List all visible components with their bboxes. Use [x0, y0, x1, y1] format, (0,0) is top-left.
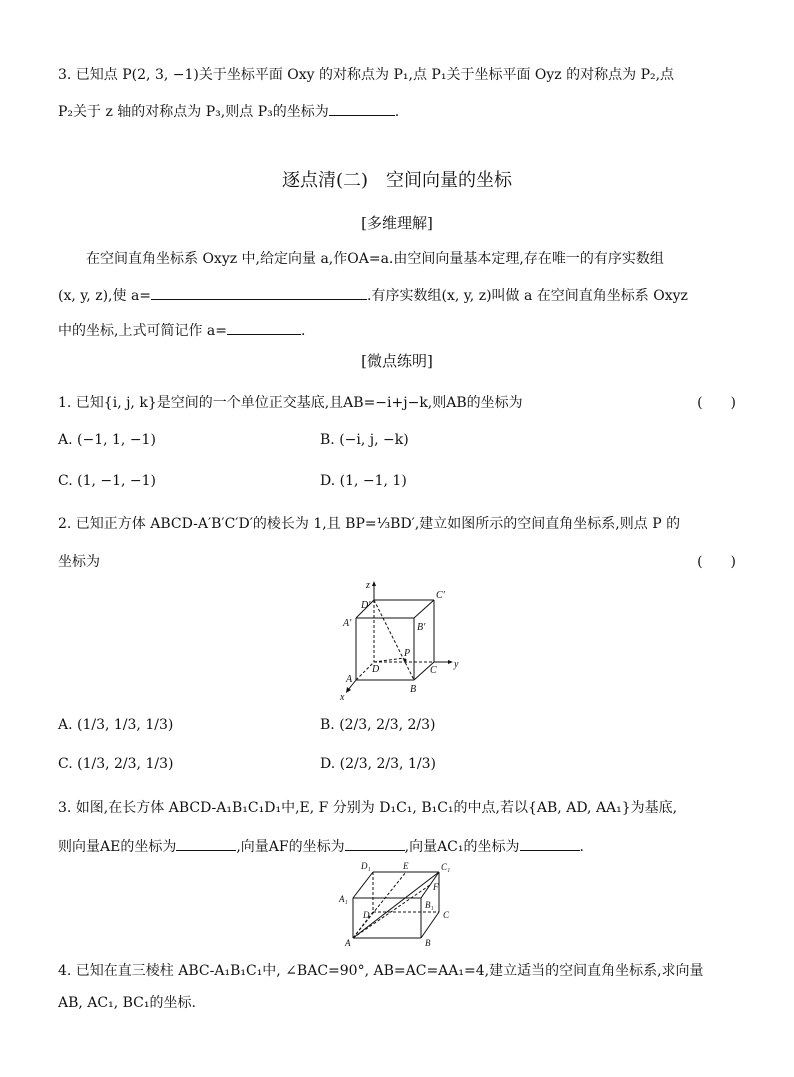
q3-top-line2 [58, 101, 399, 121]
theory-text: . [300, 323, 306, 339]
section-title: 逐点清(二) 空间向量的坐标 [281, 170, 513, 191]
label-a-prime: A′ [343, 618, 352, 629]
label-b-prime: B′ [417, 622, 426, 633]
q3-line1: 3. 如图,在长方体 ABCD-A₁B₁C₁D₁中,E, F 分别为 D₁C₁, B₁C₁的中点,若以{AB, AD, AA₁}为基底, [58, 800, 678, 816]
q1-answer-paren: ( ) [697, 395, 736, 411]
q4-line2: AB, AC₁, BC₁的坐标. [58, 995, 196, 1011]
q1-option-d: D. (1, −1, 1) [320, 473, 407, 489]
label-p: P [404, 648, 411, 659]
answer-blank [329, 101, 395, 116]
theory-text: .有序实数组(x, y, z)叫做 a 在空间直角坐标系 Oxyz [367, 288, 688, 304]
q3-top-line1: 3. 已知点 P(2, 3, −1)关于坐标平面 Oxy 的对称点为 P₁,点 P₁关于坐标平面 Oyz 的对称点为 P₂,点 [58, 67, 675, 83]
label-a1: A₁ [339, 894, 348, 904]
q3-text: . [579, 839, 584, 855]
theory-line1: 在空间直角坐标系 Oxyz 中,给定向量 a,作OA=a.由空间向量基本定理,存在唯一的有序实数组 [86, 251, 664, 267]
label-e: E [403, 861, 409, 871]
q1-option-c: C. (1, −1, −1) [58, 473, 157, 489]
label-b: B [410, 684, 417, 695]
subsection-practice: [微点练明] [361, 352, 433, 370]
theory-text: 中的坐标,上式可简记作 a= [58, 323, 227, 339]
theory-text: (x, y, z),使 a= [58, 288, 152, 304]
label-f: F [433, 882, 439, 892]
label-d: D [372, 664, 380, 675]
q2-option-b: B. (2/3, 2/3, 2/3) [320, 717, 436, 733]
q2-line2: 坐标为 [58, 554, 100, 570]
label-d1: D₁ [361, 861, 371, 871]
answer-blank [151, 285, 367, 300]
q3-text: 则向量AE的坐标为 [58, 839, 177, 855]
label-b: B [425, 938, 431, 948]
label-c: C [443, 910, 450, 920]
q3-top-period: . [394, 104, 400, 120]
q3-text: ,向量AF的坐标为 [236, 839, 345, 855]
label-y: y [454, 659, 459, 670]
label-a: A [345, 938, 351, 948]
label-b1: B₁ [425, 900, 434, 910]
label-c-prime: C′ [436, 590, 445, 601]
q3-top-text: P₂关于 z 轴的对称点为 P₃,则点 P₃的坐标为 [58, 104, 329, 120]
q2-option-c: C. (1/3, 2/3, 1/3) [58, 756, 174, 772]
q2-answer-paren: ( ) [697, 554, 736, 570]
q1-stem: 1. 已知{i, j, k}是空间的一个单位正交基底,且AB=−i+j−k,则AB的坐标为 [58, 395, 523, 411]
answer-blank [176, 836, 236, 851]
q3-line2 [58, 836, 584, 856]
label-d: D [363, 910, 370, 920]
q2-option-a: A. (1/3, 1/3, 1/3) [58, 717, 174, 733]
label-z: z [366, 580, 370, 591]
answer-blank [227, 320, 301, 335]
subsection-understanding: [多维理解] [361, 214, 433, 232]
theory-line3 [58, 320, 305, 340]
q2-line1: 2. 已知正方体 ABCD-A′B′C′D′的棱长为 1,且 BP=⅓BD′,建立如图所示的空间直角坐标系,则点 P 的 [58, 516, 681, 532]
answer-blank [345, 836, 405, 851]
label-c1: C₁ [441, 862, 451, 872]
label-d-prime: D′ [361, 600, 371, 611]
answer-blank [520, 836, 580, 851]
theory-line2 [58, 285, 688, 305]
label-c: C [430, 665, 437, 676]
q1-option-a: A. (−1, 1, −1) [58, 432, 156, 448]
q2-option-d: D. (2/3, 2/3, 1/3) [320, 756, 436, 772]
q4-line1: 4. 已知在直三棱柱 ABC-A₁B₁C₁中, ∠BAC=90°, AB=AC=AA₁=4,建立适当的空间直角坐标系,求向量 [58, 963, 704, 979]
label-x: x [340, 692, 345, 703]
q1-option-b: B. (−i, j, −k) [320, 432, 409, 448]
label-a: A [346, 674, 353, 685]
q3-text: ,向量AC₁的坐标为 [404, 839, 520, 855]
cuboid-figure [335, 860, 465, 950]
cube-figure [330, 578, 470, 704]
